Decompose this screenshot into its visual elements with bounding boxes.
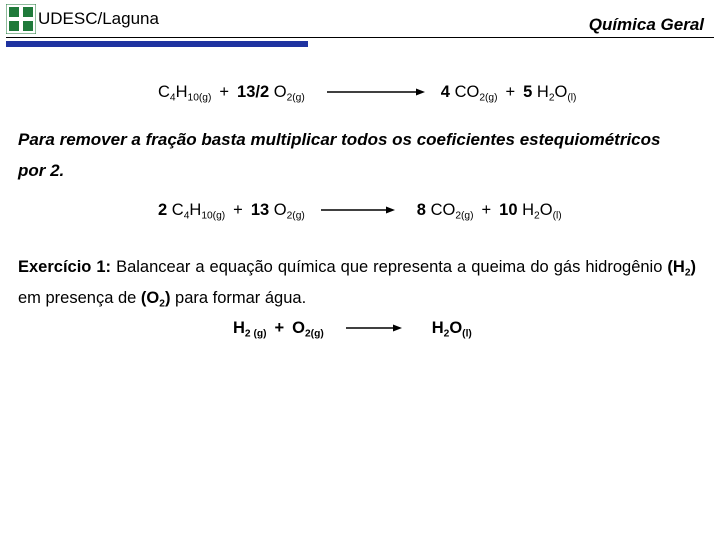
- reactant-oxygen: 13 $O_{2(g)}$: [250, 201, 305, 222]
- instruction-line: Para remover a fração basta multiplicar todos os coeficientes estequiométricos: [18, 130, 661, 149]
- formula-h2: $(H_2)$: [667, 258, 696, 279]
- reactant-butane: 2 $C_4H_{10(g)}$: [158, 201, 226, 222]
- plus-sign: +: [274, 319, 285, 337]
- exercise-text: Balancear a equação química que representa a queima do gás hidrogênio: [111, 258, 668, 276]
- header-accent-bar: [6, 41, 308, 47]
- plus-sign: +: [481, 201, 492, 219]
- plus-sign: +: [219, 83, 230, 101]
- product-co2: 4 $CO_{2(g)}$: [440, 83, 498, 104]
- udesc-logo-icon: [6, 4, 36, 34]
- exercise-text: em presença de: [18, 289, 141, 307]
- reactant-oxygen: 13/2 $O_{2(g)}$: [237, 83, 305, 104]
- reactant-butane: $C_4H_{10(g)}$: [158, 83, 212, 104]
- reaction-arrow-icon: [321, 205, 395, 215]
- exercise-text: para formar água.: [170, 289, 307, 307]
- exercise-paragraph: [18, 252, 696, 314]
- formula-o2: $(O_2)$: [140, 289, 171, 310]
- reaction-arrow-icon: [327, 87, 425, 97]
- plus-sign: +: [505, 83, 516, 101]
- reactant-oxygen: $O_{2(g)}$: [292, 319, 324, 340]
- udesc-logo: [6, 4, 159, 34]
- equation-unbalanced: [158, 83, 576, 102]
- product-co2: 8 $CO_{2(g)}$: [416, 201, 474, 222]
- exercise-label: Exercício 1:: [18, 258, 112, 276]
- product-water: 5 $H_2O_{(l)}$: [523, 83, 577, 104]
- header-divider: [6, 37, 714, 38]
- plus-sign: +: [233, 201, 243, 219]
- reaction-arrow-icon: [346, 323, 402, 333]
- logo-text: UDESC/Laguna: [38, 9, 159, 28]
- equation-balanced: [158, 201, 562, 220]
- product-water: $H_2O_{(l)}$: [431, 319, 472, 340]
- instruction-paragraph: [18, 124, 702, 186]
- equation-exercise: [233, 319, 472, 338]
- instruction-line: por 2.: [18, 161, 65, 180]
- reactant-hydrogen: $H_{2 (g)}$: [233, 319, 267, 340]
- product-water: 10 $H_2O_{(l)}$: [499, 201, 562, 222]
- page-title: Química Geral: [588, 15, 704, 34]
